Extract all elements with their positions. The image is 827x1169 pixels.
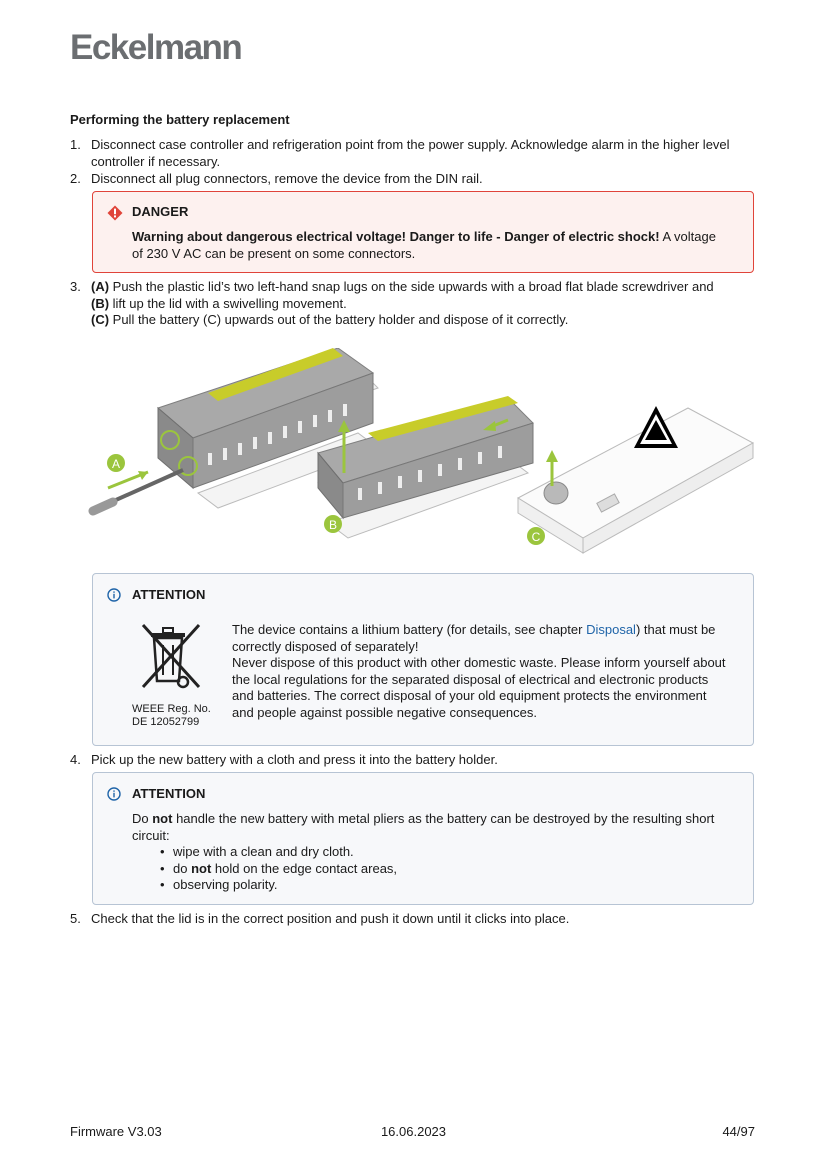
tag-c: (C) — [91, 312, 110, 327]
step-number: 5. — [70, 911, 81, 926]
weee-line-2: DE 12052799 — [132, 715, 200, 728]
step-3b — [91, 296, 741, 313]
step-3c — [91, 312, 741, 329]
step-3b-text: lift up the lid with a swivelling movement. — [109, 295, 347, 311]
step-text: Disconnect case controller and refrigeration point from the power supply. Acknowledge alarm in the higher level controller if necessary. — [91, 137, 730, 169]
attention-disposal-text — [232, 622, 731, 721]
attention-box-disposal — [92, 573, 754, 746]
step-number: 2. — [70, 171, 81, 186]
list-item — [160, 861, 723, 878]
step-text: Pick up the new battery with a cloth and press it into the battery holder. — [91, 752, 498, 767]
battery-replacement-figure — [88, 348, 768, 570]
handling-bold: not — [152, 811, 173, 826]
figure-label-c: C — [531, 530, 541, 544]
step-3a — [91, 279, 741, 296]
weee-reg-number — [132, 703, 211, 728]
eckelmann-logo: Eckelmann — [70, 28, 242, 67]
step-1 — [70, 137, 760, 170]
attention-box-handling — [92, 772, 754, 905]
handling-intro — [132, 811, 723, 844]
bullet2-bold: not — [191, 860, 212, 876]
info-icon — [107, 787, 121, 801]
danger-rest-text: A voltage of 230 V AC can be present on some connectors. — [132, 229, 716, 261]
device-open — [518, 406, 753, 553]
step-text: Disconnect all plug connectors, remove the device from the DIN rail. — [91, 171, 483, 186]
disposal-chapter-link[interactable]: Disposal — [586, 622, 636, 637]
bullet2-post: hold on the edge contact areas, — [211, 860, 398, 876]
step-5 — [70, 911, 760, 928]
info-icon — [107, 588, 121, 602]
disposal-paragraph-1 — [232, 622, 731, 655]
danger-text — [132, 229, 723, 262]
handling-bullet-list — [132, 844, 723, 894]
figure-label-a: A — [111, 457, 121, 471]
danger-title: DANGER — [132, 204, 189, 219]
attention-title: ATTENTION — [132, 587, 206, 602]
section-title: Performing the battery replacement — [70, 112, 290, 127]
weee-line-1: WEEE Reg. No. — [132, 703, 211, 715]
figure-label-b: B — [328, 518, 338, 532]
list-item: • observing polarity. — [160, 877, 723, 894]
handling-post: handle the new battery with metal pliers as the battery can be destroyed by the resulting short circuit: — [132, 811, 715, 843]
attention-title: ATTENTION — [132, 786, 206, 801]
step-text: Check that the lid is in the correct position and push it down until it clicks into place. — [91, 911, 570, 926]
step-3a-text: Push the plastic lid’s two left-hand snap lugs on the side upwards with a broad flat blade screwdriver and — [109, 279, 714, 294]
disposal-text-post: ) that must be correctly disposed of separately! — [232, 622, 716, 654]
handling-pre: Do — [132, 811, 153, 826]
footer-date: 16.06.2023 — [380, 1124, 447, 1139]
step-3c-text: Pull the battery (C) upwards out of the battery holder and dispose of it correctly. — [109, 312, 569, 327]
danger-icon — [107, 205, 123, 221]
step-4 — [70, 752, 760, 769]
danger-bold-text: Warning about dangerous electrical voltage! Danger to life - Danger of electric shock! — [132, 229, 660, 244]
disposal-text-pre: The device contains a lithium battery (for details, see chapter — [232, 622, 587, 637]
attention-handling-text — [132, 811, 723, 894]
step-number: 1. — [70, 137, 81, 152]
step-2 — [70, 171, 760, 188]
disposal-paragraph-2: Never dispose of this product with other domestic waste. Please inform yourself about the local regulations for the separated disposal of electrical and electronic products and batteries. The correct disposal of your old equipment protects the environment and people against possible negative consequences. — [232, 655, 726, 720]
weee-crossed-bin-icon — [137, 621, 205, 693]
bullet2-pre: do — [173, 860, 192, 876]
step-number: 4. — [70, 752, 81, 767]
tag-a: (A) — [91, 279, 110, 294]
tag-b: (B) — [91, 295, 110, 311]
list-item: • wipe with a clean and dry cloth. — [160, 844, 723, 861]
step-number: 3. — [70, 279, 81, 294]
footer-firmware: Firmware V3.03 — [70, 1124, 162, 1139]
danger-box — [92, 191, 754, 273]
footer-page-number: 44/97 — [722, 1124, 755, 1139]
step-3 — [70, 279, 760, 329]
